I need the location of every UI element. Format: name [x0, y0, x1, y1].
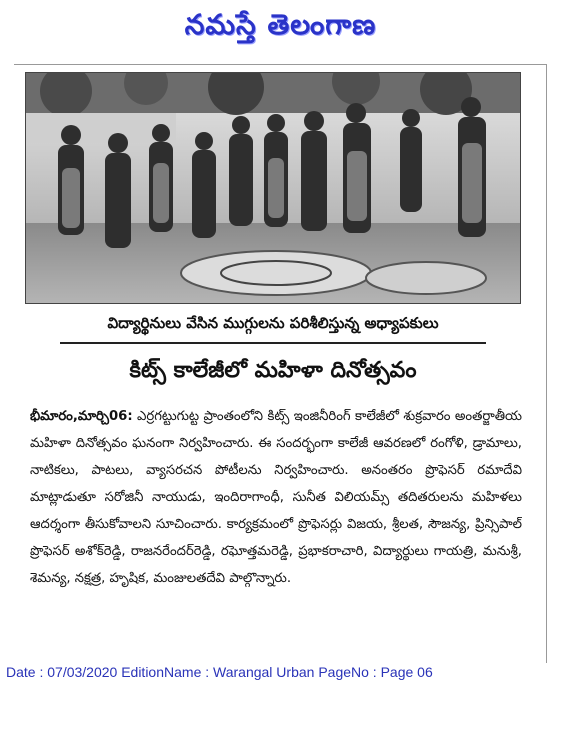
- article-headline: కిట్స్ కాలేజీలో మహిళా దినోత్సవం: [129, 358, 417, 383]
- edition-info: Date : 07/03/2020 EditionName : Warangal Urban PageNo : Page 06: [6, 664, 433, 680]
- photo-illustration: [26, 73, 521, 304]
- caption-divider: [60, 342, 486, 344]
- photo-caption: విద్యార్థినులు వేసిన ముగ్గులను పరిశీలిస్తున్న అధ్యాపకులు: [107, 314, 439, 332]
- article-body: [30, 403, 522, 655]
- news-photo: [25, 72, 521, 304]
- masthead-title: నమస్తే తెలంగాణ: [184, 8, 377, 41]
- article-text: ఎర్రగట్టుగుట్ట ప్రాంతంలోని కిట్స్ ఇంజినీరింగ్ కాలేజీలో శుక్రవారం అంతర్జాతీయ మహిళా దినోత్సవం ఘనంగా నిర్వహించారు. ఈ సందర్భంగా కాలేజీ ఆవరణలో రంగోళి, డ్రామాలు, నాటికలు, పాటలు, వ్యాసరచన పోటీలను నిర్వహించారు. అనంతరం ప్రొఫెసర్ రమాదేవి మాట్లాడుతూ సరోజినీ నాయుడు, ఇందిరాగాంధీ, సునీత విలియమ్స్ తదితరులను మహిళలు ఆదర్శంగా తీసుకోవాలని సూచించారు. కార్యక్రమంలో ప్రొఫెసర్లు విజయ, శ్రీలత, సౌజన్య, ప్రిన్సిపాల్ ప్రొఫెసర్ అశోక్‌రెడ్డి, రాజనరేందర్‌రెడ్డి, రఘోత్తమరెడ్డి, ప్రభాకరాచారి, విద్యార్థులు గాయత్రి, మనుశ్రీ, శెమన్య, నక్షత్ర, హృషిక, మంజులతదేవి పాల్గొన్నారు.: [30, 409, 522, 586]
- article-dateline: భీమారం,మార్చి06:: [30, 409, 133, 424]
